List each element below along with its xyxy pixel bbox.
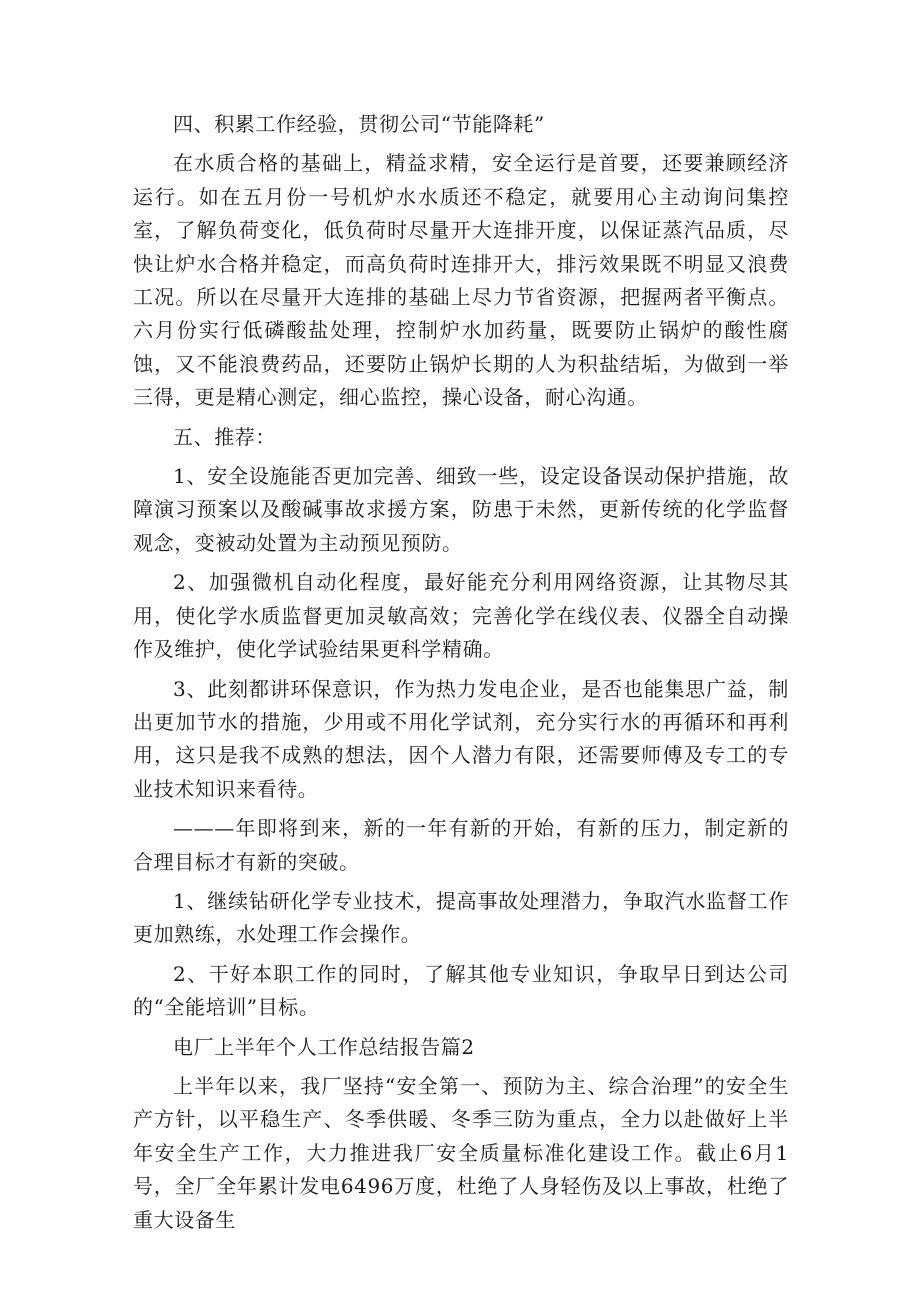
paragraph: ———年即将到来，新的一年有新的开始，有新的压力，制定新的合理目标才有新的突破。 [133, 816, 789, 874]
paragraph: 在水质合格的基础上，精益求精，安全运行是首要，还要兼顾经济运行。如在五月份一号机炉水水质还不稳定，就要用心主动询问集控室，了解负荷变化，低负荷时尽量开大连排开度，以保证蒸汽品质，尽快让炉水合格并稳定，而高负荷时连排开大，排污效果既不明显又浪费工况。所以在尽量开大连排的基础上尽力节省资源，把握两者平衡点。六月份实行低磷酸盐处理，控制炉水加药量，既要防止锅炉的酸性腐蚀，又不能浪费药品，还要防止锅炉长期的人为积盐结垢，为做到一举三得，更是精心测定，细心监控，操心设备，耐心沟通。 [133, 151, 789, 410]
section-heading-4: 四、积累工作经验，贯彻公司“节能降耗” [173, 112, 545, 136]
document-body [133, 108, 789, 1243]
plan-item-1: 1、继续钻研化学专业技术，提高事故处理潜力，争取汽水监督工作更加熟练，水处理工作会操作。 [133, 888, 789, 947]
recommendation-item-1: 1、安全设施能否更加完善、细致一些，设定设备误动保护措施，故障演习预案以及酸碱事故求援方案，防患于未然，更新传统的化学监督观念，变被动处置为主动预见预防。 [133, 464, 789, 555]
paragraph: 上半年以来，我厂坚持“安全第一、预防为主、综合治理”的安全生产方针，以平稳生产、冬季供暖、冬季三防为重点，全力以赴做好上半年安全生产工作，大力推进我厂安全质量标准化建设工作。截止6月1号，全厂全年累计发电6496万度，杜绝了人身轻伤及以上事故，杜绝了重大设备生 [133, 1073, 789, 1232]
recommendation-item-3: 3、此刻都讲环保意识，作为热力发电企业，是否也能集思广益，制出更加节水的措施，少用或不用化学试剂，充分实行水的再循环和再利用，这只是我不成熟的想法，因个人潜力有限，还需要师傅及专工的专业技术知识来看待。 [133, 676, 789, 801]
section-heading-5: 五、推荐： [173, 424, 276, 449]
article-title: 电厂上半年个人工作总结报告篇2 [173, 1034, 475, 1059]
plan-item-2: 2、干好本职工作的同时，了解其他专业知识，争取早日到达公司的“全能培训”目标。 [133, 961, 789, 1020]
recommendation-item-2: 2、加强微机自动化程度，最好能充分利用网络资源，让其物尽其用，使化学水质监督更加灵敏高效；完善化学在线仪表、仪器全自动操作及维护，使化学试验结果更科学精确。 [133, 570, 789, 662]
